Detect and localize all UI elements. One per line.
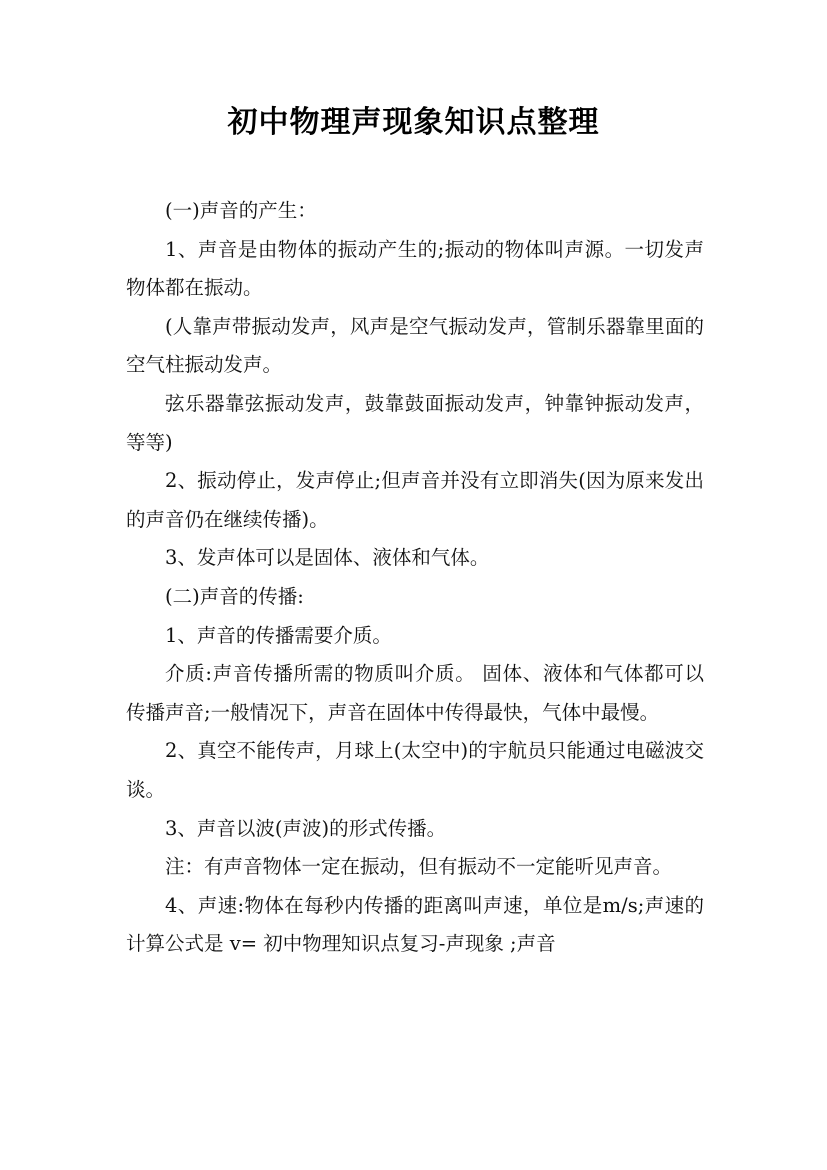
paragraph: (人靠声带振动发声，风声是空气振动发声，管制乐器靠里面的空气柱振动发声。 [126,314,704,377]
paragraph: 2、振动停止，发声停止;但声音并没有立即消失(因为原来发出的声音仍在继续传播)。 [126,469,704,531]
paragraph: 弦乐器靠弦振动发声，鼓靠鼓面振动发声，钟靠钟振动发声，等等) [126,391,704,454]
paragraph: 介质:声音传播所需的物质叫介质。 固体、液体和气体都可以传播声音;一般情况下，声音在固体中传得最快，气体中最慢。 [126,662,704,724]
paragraph: 3、发声体可以是固体、液体和气体。 [165,546,490,570]
paragraph: (二)声音的传播: [165,584,304,608]
paragraph: (一)声音的产生： [165,199,317,222]
paragraph: 2、真空不能传声，月球上(太空中)的宇航员只能通过电磁波交谈。 [126,739,704,801]
paragraph: 1、声音是由物体的振动产生的;振动的物体叫声源。一切发声物体都在振动。 [126,237,704,300]
document-title: 初中物理声现象知识点整理 [227,105,600,140]
paragraph: 注：有声音物体一定在振动，但有振动不一定能听见声音。 [165,855,673,879]
paragraph: 1、声音的传播需要介质。 [165,623,392,647]
document-body [126,192,704,964]
paragraph: 3、声音以波(声波)的形式传播。 [165,816,447,840]
paragraph: 4、声速:物体在每秒内传播的距离叫声速，单位是m/s;声速的计算公式是 v= 初中物理知识点复习-声现象 ;声音 [126,893,704,956]
